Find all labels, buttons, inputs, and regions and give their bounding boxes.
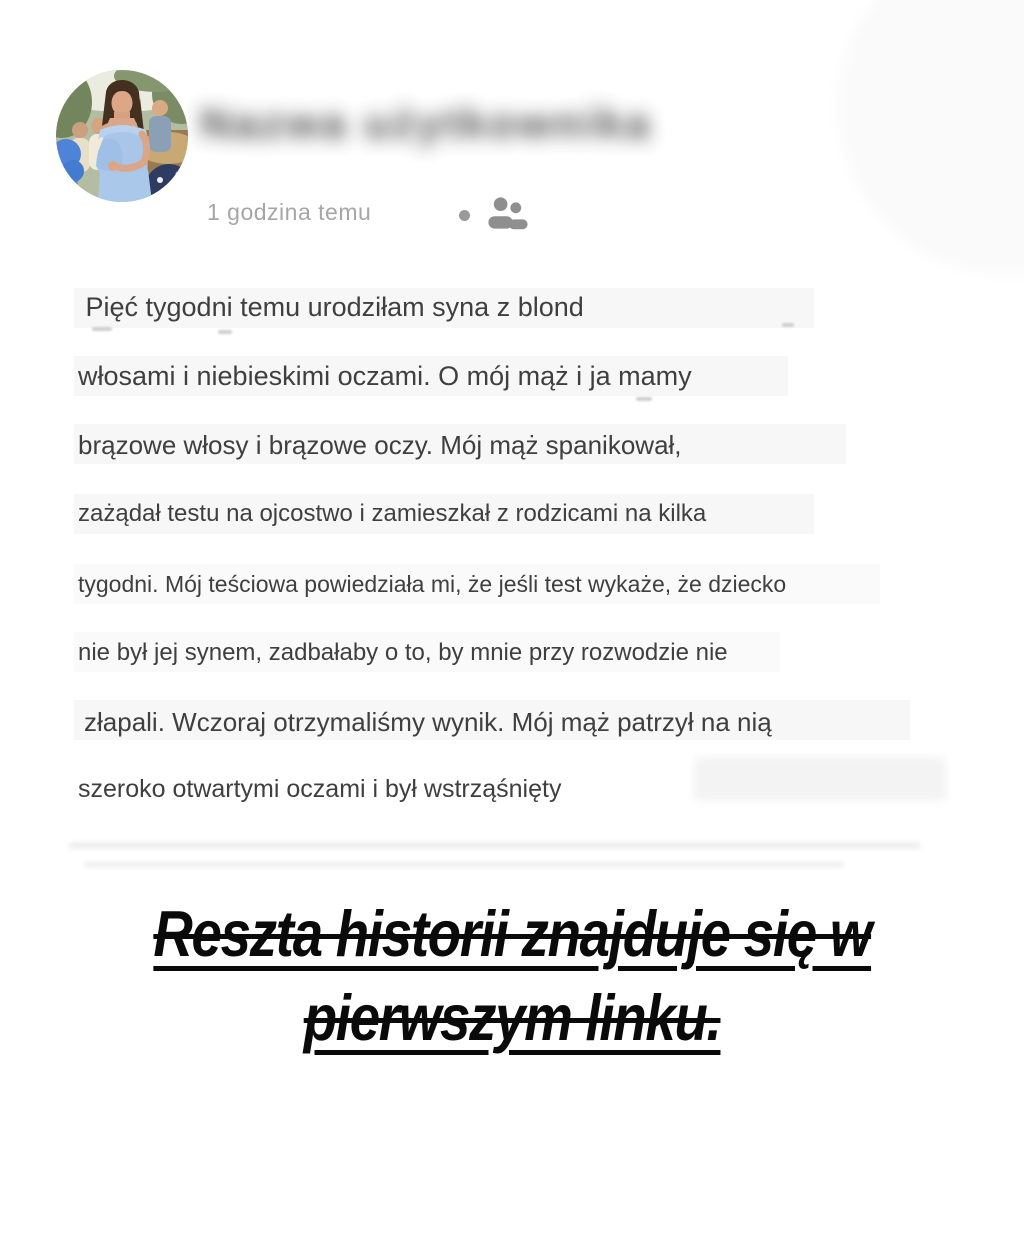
separator-dot [459,210,470,221]
story-line: nie był jej synem, zadbałaby o to, by mnie przy rozwodzie nie [78,639,728,666]
friends-privacy-icon [482,193,530,233]
ghost-artifact [218,330,232,334]
ghost-artifact [782,323,794,327]
story-line: tygodni. Mój teściowa powiedziała mi, że jeśli test wykaże, że dziecko [78,571,787,597]
avatar[interactable] [56,70,188,202]
cta-text-line2 [0,982,1024,1054]
ghost-artifact [84,862,844,867]
ghost-artifact [70,842,920,849]
ghost-artifact [636,397,652,401]
cta-text-line1-inner: Reszta historii znajduje się w [153,897,871,970]
story-line: włosami i niebieskimi oczami. O mój mąż i ja mamy [78,361,692,391]
blurred-text-remnant [694,757,946,801]
cta-text-line1 [0,898,1024,970]
story-line: brązowe włosy i brązowe oczy. Mój mąż spanikował, [78,430,682,460]
faint-corner-blob [838,0,1024,274]
story-line: zażądał testu na ojcostwo i zamieszkał z rodzicami na kilka [78,500,707,527]
post-timestamp[interactable]: 1 godzina temu [207,199,372,225]
story-line: złapali. Wczoraj otrzymaliśmy wynik. Mój mąż patrzył na nią [84,707,772,737]
avatar-illustration [56,70,188,202]
story-line: szeroko otwartymi oczami i był wstrząśnięty [78,775,562,803]
cta-text-line2-inner: pierwszym linku. [303,981,721,1054]
username-blurred[interactable]: Nazwa użytkownika [200,100,653,148]
story-line: Pięć tygodni temu urodziłam syna z blond [78,292,584,322]
ghost-artifact [92,327,112,331]
